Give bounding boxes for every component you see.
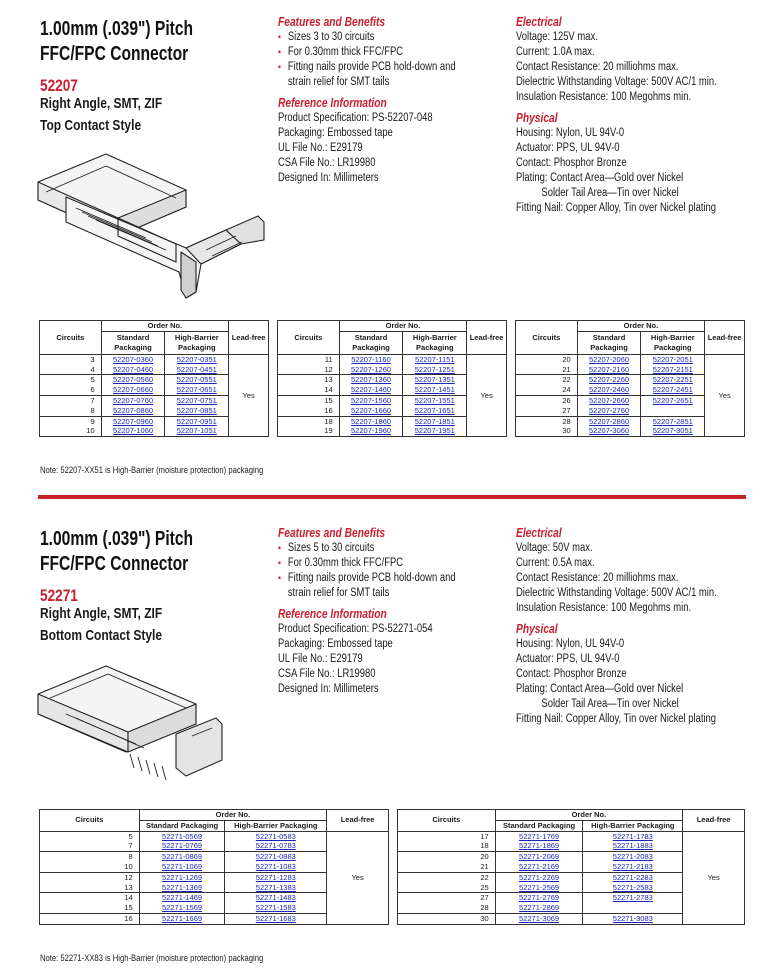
barrier-part-link[interactable]: 52207-1351 [403, 375, 467, 385]
section1-title-line2: FFC/FPC Connector [40, 43, 189, 65]
circuits-header: Circuits [278, 321, 340, 355]
table-row [40, 354, 269, 364]
barrier-part-link[interactable]: 52207-0851 [165, 406, 229, 416]
circuit-count: 20 [398, 852, 496, 862]
physical-item: Contact: Phosphor Bronze [516, 668, 627, 680]
feature-item: ▪ Fitting nails provide PCB hold-down and [278, 60, 456, 75]
circuit-count: 10 [40, 862, 140, 872]
barrier-part-link [583, 903, 683, 913]
standard-part-link[interactable]: 52207-2760 [577, 406, 641, 416]
electrical-item: Current: 1.0A max. [516, 46, 595, 58]
table-row [516, 354, 745, 364]
standard-part-link[interactable]: 52207-0360 [101, 354, 165, 364]
reference-item: CSA File No.: LR19980 [278, 668, 376, 680]
standard-part-link[interactable]: 52271-1669 [139, 913, 225, 924]
standard-part-link[interactable]: 52207-2860 [577, 416, 641, 426]
table-row [278, 354, 507, 364]
circuit-count: 13 [278, 375, 340, 385]
leadfree-value: Yes [327, 831, 389, 924]
physical-item: Actuator: PPS, UL 94V-0 [516, 142, 620, 154]
order-no-header: Order No. [339, 321, 467, 332]
standard-part-link[interactable]: 52271-0569 [139, 831, 225, 841]
barrier-part-link[interactable]: 52271-1483 [225, 893, 327, 903]
standard-part-link[interactable]: 52271-1769 [495, 831, 583, 841]
connector-52207-image [36, 152, 266, 300]
barrier-part-link[interactable]: 52271-1783 [583, 831, 683, 841]
electrical-item: Contact Resistance: 20 milliohms max. [516, 572, 679, 584]
standard-part-link[interactable]: 52271-2569 [495, 883, 583, 893]
standard-part-link[interactable]: 52207-1360 [339, 375, 403, 385]
physical-item: Fitting Nail: Copper Alloy, Tin over Nickel plating [516, 202, 717, 214]
circuit-count: 17 [398, 831, 496, 841]
circuit-count: 8 [40, 406, 102, 416]
standard-part-link[interactable]: 52207-2460 [577, 385, 641, 395]
standard-part-link[interactable]: 52207-2660 [577, 395, 641, 405]
circuit-count: 6 [40, 385, 102, 395]
circuit-count: 27 [398, 893, 496, 903]
circuit-count: 18 [398, 841, 496, 851]
barrier-part-link[interactable]: 52207-0551 [165, 375, 229, 385]
circuit-count: 12 [40, 872, 140, 882]
reference-item: Product Specification: PS-52271-054 [278, 623, 433, 635]
standard-part-link[interactable]: 52207-0860 [101, 406, 165, 416]
barrier-part-link[interactable]: 52207-1151 [403, 354, 467, 364]
barrier-part-link[interactable]: 52271-1583 [225, 903, 327, 913]
standard-part-link[interactable]: 52271-3069 [495, 913, 583, 924]
feature-item-cont: strain relief for SMT tails [287, 76, 390, 88]
reference-item: Product Specification: PS-52207-048 [278, 112, 433, 124]
feature-item: ▪ Fitting nails provide PCB hold-down and [278, 571, 456, 586]
standard-part-link[interactable]: 52271-2169 [495, 862, 583, 872]
barrier-part-link[interactable]: 52271-0883 [225, 852, 327, 862]
circuit-count: 15 [278, 395, 340, 405]
barrier-part-link[interactable]: 52207-0451 [165, 365, 229, 375]
barrier-part-link[interactable]: 52271-3083 [583, 913, 683, 924]
barrier-part-link[interactable]: 52207-2651 [641, 395, 705, 405]
physical-item: Solder Tail Area—Tin over Nickel [541, 698, 679, 710]
circuit-count: 28 [398, 903, 496, 913]
circuit-count: 12 [278, 365, 340, 375]
physical-item: Plating: Contact Area—Gold over Nickel [516, 172, 684, 184]
barrier-header: High-Barrier Packaging [641, 331, 705, 354]
standard-part-link[interactable]: 52207-1860 [339, 416, 403, 426]
leadfree-header: Lead-free [683, 810, 745, 832]
electrical-item: Dielectric Withstanding Voltage: 500V AC/1 min. [516, 76, 717, 88]
circuit-count: 18 [278, 416, 340, 426]
barrier-part-link[interactable]: 52271-2283 [583, 872, 683, 882]
barrier-part-link[interactable]: 52207-1551 [403, 395, 467, 405]
standard-part-link[interactable]: 52207-0460 [101, 365, 165, 375]
circuits-header: Circuits [516, 321, 578, 355]
circuit-count: 21 [398, 862, 496, 872]
physical-item: Actuator: PPS, UL 94V-0 [516, 653, 620, 665]
standard-part-link[interactable]: 52271-1269 [139, 872, 225, 882]
barrier-part-link[interactable]: 52207-1451 [403, 385, 467, 395]
order-no-header: Order No. [577, 321, 705, 332]
barrier-part-link[interactable]: 52207-0751 [165, 395, 229, 405]
standard-part-link[interactable]: 52207-2160 [577, 365, 641, 375]
physical-heading: Physical [516, 111, 558, 125]
reference-item: UL File No.: E29179 [278, 653, 363, 665]
circuit-count: 30 [398, 913, 496, 924]
barrier-header: High-Barrier Packaging [165, 331, 229, 354]
physical-item: Plating: Contact Area—Gold over Nickel [516, 683, 684, 695]
section2-subtitle-2: Bottom Contact Style [40, 627, 163, 644]
barrier-part-link[interactable]: 52207-1851 [403, 416, 467, 426]
standard-part-link[interactable]: 52207-1160 [339, 354, 403, 364]
standard-header: Standard Packaging [139, 820, 225, 831]
circuit-count: 30 [516, 426, 578, 436]
standard-part-link[interactable]: 52271-0769 [139, 841, 225, 851]
standard-part-link[interactable]: 52207-1560 [339, 395, 403, 405]
standard-part-link[interactable]: 52207-2260 [577, 375, 641, 385]
reference-item: Designed In: Millimeters [278, 683, 379, 695]
standard-part-link[interactable]: 52207-1060 [101, 426, 165, 436]
section-divider [38, 495, 746, 499]
feature-item: ▪ For 0.30mm thick FFC/FPC [278, 45, 456, 60]
leadfree-value: Yes [229, 354, 269, 436]
leadfree-value: Yes [705, 354, 745, 436]
barrier-part-link[interactable]: 52271-2183 [583, 862, 683, 872]
section1-specs-block [516, 15, 717, 216]
circuit-count: 7 [40, 841, 140, 851]
section2-subtitle-1: Right Angle, SMT, ZIF [40, 605, 163, 622]
barrier-part-link[interactable]: 52207-0951 [165, 416, 229, 426]
barrier-part-link[interactable]: 52271-2583 [583, 883, 683, 893]
reference-heading: Reference Information [278, 96, 387, 110]
order-table-52271-b [397, 809, 745, 925]
barrier-part-link[interactable]: 52271-2083 [583, 852, 683, 862]
circuits-header: Circuits [398, 810, 496, 832]
barrier-part-link[interactable]: 52207-2151 [641, 365, 705, 375]
standard-header: Standard Packaging [339, 331, 403, 354]
circuit-count: 3 [40, 354, 102, 364]
circuit-count: 10 [40, 426, 102, 436]
barrier-part-link[interactable]: 52207-2451 [641, 385, 705, 395]
barrier-part-link[interactable]: 52271-1283 [225, 872, 327, 882]
electrical-item: Voltage: 125V max. [516, 31, 598, 43]
circuit-count: 13 [40, 883, 140, 893]
barrier-part-link[interactable]: 52207-2851 [641, 416, 705, 426]
circuit-count: 21 [516, 365, 578, 375]
circuit-count: 16 [40, 913, 140, 924]
electrical-item: Current: 0.5A max. [516, 557, 595, 569]
circuit-count: 15 [40, 903, 140, 913]
feature-item-cont: strain relief for SMT tails [287, 587, 390, 599]
barrier-part-link[interactable]: 52207-2251 [641, 375, 705, 385]
section2-title-line2: FFC/FPC Connector [40, 553, 189, 575]
circuit-count: 22 [398, 872, 496, 882]
electrical-item: Voltage: 50V max. [516, 542, 593, 554]
circuit-count: 9 [40, 416, 102, 426]
circuits-header: Circuits [40, 321, 102, 355]
section2-note: Note: 52271-XX83 is High-Barrier (moisture protection) packaging [40, 953, 264, 963]
standard-part-link[interactable]: 52271-1069 [139, 862, 225, 872]
standard-header: Standard Packaging [577, 331, 641, 354]
barrier-part-link[interactable]: 52207-0651 [165, 385, 229, 395]
electrical-item: Insulation Resistance: 100 Megohms min. [516, 602, 692, 614]
circuit-count: 5 [40, 831, 140, 841]
standard-part-link[interactable]: 52271-1469 [139, 893, 225, 903]
standard-part-link[interactable]: 52207-1460 [339, 385, 403, 395]
circuit-count: 20 [516, 354, 578, 364]
circuit-count: 24 [516, 385, 578, 395]
physical-item: Contact: Phosphor Bronze [516, 157, 627, 169]
standard-part-link[interactable]: 52207-0960 [101, 416, 165, 426]
order-no-header: Order No. [495, 810, 682, 821]
section1-note: Note: 52207-XX51 is High-Barrier (moisture protection) packaging [40, 465, 264, 475]
barrier-part-link[interactable]: 52207-3051 [641, 426, 705, 436]
standard-part-link[interactable]: 52271-2069 [495, 852, 583, 862]
standard-part-link[interactable]: 52207-2060 [577, 354, 641, 364]
physical-item: Fitting Nail: Copper Alloy, Tin over Nickel plating [516, 713, 717, 725]
standard-part-link[interactable]: 52207-1660 [339, 406, 403, 416]
section1-subtitle-1: Right Angle, SMT, ZIF [40, 95, 163, 112]
circuit-count: 8 [40, 852, 140, 862]
reference-heading: Reference Information [278, 607, 387, 621]
barrier-header: High-Barrier Packaging [225, 820, 327, 831]
circuit-count: 26 [516, 395, 578, 405]
section1-part-number: 52207 [40, 76, 78, 95]
physical-heading: Physical [516, 622, 558, 636]
reference-item: CSA File No.: LR19980 [278, 157, 376, 169]
section2-part-number: 52271 [40, 586, 78, 605]
leadfree-header: Lead-free [705, 321, 745, 355]
section2-features-block [278, 526, 456, 697]
section2-specs-block [516, 526, 717, 727]
standard-header: Standard Packaging [101, 331, 165, 354]
standard-part-link[interactable]: 52207-1260 [339, 365, 403, 375]
features-heading: Features and Benefits [278, 15, 386, 29]
leadfree-header: Lead-free [467, 321, 507, 355]
electrical-heading: Electrical [516, 526, 562, 540]
physical-item: Housing: Nylon, UL 94V-0 [516, 638, 625, 650]
barrier-part-link [641, 406, 705, 416]
standard-header: Standard Packaging [495, 820, 583, 831]
electrical-item: Insulation Resistance: 100 Megohms min. [516, 91, 692, 103]
circuit-count: 4 [40, 365, 102, 375]
section1-features-block [278, 15, 456, 186]
electrical-item: Dielectric Withstanding Voltage: 500V AC/1 min. [516, 587, 717, 599]
feature-item: ▪ Sizes 3 to 30 circuits [278, 30, 456, 45]
barrier-part-link[interactable]: 52271-0583 [225, 831, 327, 841]
order-no-header: Order No. [139, 810, 326, 821]
standard-part-link[interactable]: 52271-1569 [139, 903, 225, 913]
order-table-52271-a [39, 809, 389, 925]
connector-52271-image [36, 664, 226, 782]
order-table-52207-a [39, 320, 269, 437]
barrier-part-link[interactable]: 52207-1651 [403, 406, 467, 416]
barrier-part-link[interactable]: 52207-1051 [165, 426, 229, 436]
barrier-part-link[interactable]: 52271-1083 [225, 862, 327, 872]
feature-item: ▪ For 0.30mm thick FFC/FPC [278, 556, 456, 571]
circuit-count: 28 [516, 416, 578, 426]
standard-part-link[interactable]: 52207-0560 [101, 375, 165, 385]
section1-subtitle-2: Top Contact Style [40, 117, 142, 134]
order-table-52207-c [515, 320, 745, 437]
standard-part-link[interactable]: 52271-2269 [495, 872, 583, 882]
table-row [40, 831, 389, 841]
barrier-part-link[interactable]: 52207-2051 [641, 354, 705, 364]
features-heading: Features and Benefits [278, 526, 386, 540]
standard-part-link[interactable]: 52207-1960 [339, 426, 403, 436]
barrier-part-link[interactable]: 52271-1883 [583, 841, 683, 851]
barrier-part-link[interactable]: 52271-1383 [225, 883, 327, 893]
order-table-52207-b [277, 320, 507, 437]
circuit-count: 19 [278, 426, 340, 436]
standard-part-link[interactable]: 52207-3060 [577, 426, 641, 436]
table-row [398, 831, 745, 841]
circuit-count: 16 [278, 406, 340, 416]
feature-item: ▪ Sizes 5 to 30 circuits [278, 541, 456, 556]
circuit-count: 22 [516, 375, 578, 385]
barrier-header: High-Barrier Packaging [583, 820, 683, 831]
barrier-part-link[interactable]: 52207-1951 [403, 426, 467, 436]
circuit-count: 14 [278, 385, 340, 395]
circuit-count: 25 [398, 883, 496, 893]
standard-part-link[interactable]: 52271-2869 [495, 903, 583, 913]
circuit-count: 7 [40, 395, 102, 405]
barrier-part-link[interactable]: 52207-1251 [403, 365, 467, 375]
barrier-header: High-Barrier Packaging [403, 331, 467, 354]
order-no-header: Order No. [101, 321, 229, 332]
leadfree-value: Yes [467, 354, 507, 436]
circuit-count: 5 [40, 375, 102, 385]
standard-part-link[interactable]: 52207-0760 [101, 395, 165, 405]
barrier-part-link[interactable]: 52271-1683 [225, 913, 327, 924]
leadfree-header: Lead-free [229, 321, 269, 355]
circuit-count: 27 [516, 406, 578, 416]
standard-part-link[interactable]: 52271-2769 [495, 893, 583, 903]
physical-item: Solder Tail Area—Tin over Nickel [541, 187, 679, 199]
section1-title-line1: 1.00mm (.039") Pitch [40, 18, 194, 40]
electrical-item: Contact Resistance: 20 milliohms max. [516, 61, 679, 73]
barrier-part-link[interactable]: 52207-0351 [165, 354, 229, 364]
electrical-heading: Electrical [516, 15, 562, 29]
standard-part-link[interactable]: 52271-1369 [139, 883, 225, 893]
physical-item: Housing: Nylon, UL 94V-0 [516, 127, 625, 139]
standard-part-link[interactable]: 52271-1869 [495, 841, 583, 851]
section2-title-line1: 1.00mm (.039") Pitch [40, 528, 194, 550]
standard-part-link[interactable]: 52207-0660 [101, 385, 165, 395]
circuit-count: 11 [278, 354, 340, 364]
barrier-part-link[interactable]: 52271-2783 [583, 893, 683, 903]
circuit-count: 14 [40, 893, 140, 903]
leadfree-value: Yes [683, 831, 745, 924]
circuits-header: Circuits [40, 810, 140, 832]
reference-item: UL File No.: E29179 [278, 142, 363, 154]
barrier-part-link[interactable]: 52271-0783 [225, 841, 327, 851]
standard-part-link[interactable]: 52271-0869 [139, 852, 225, 862]
leadfree-header: Lead-free [327, 810, 389, 832]
reference-item: Packaging: Embossed tape [278, 127, 393, 139]
reference-item: Designed In: Millimeters [278, 172, 379, 184]
reference-item: Packaging: Embossed tape [278, 638, 393, 650]
